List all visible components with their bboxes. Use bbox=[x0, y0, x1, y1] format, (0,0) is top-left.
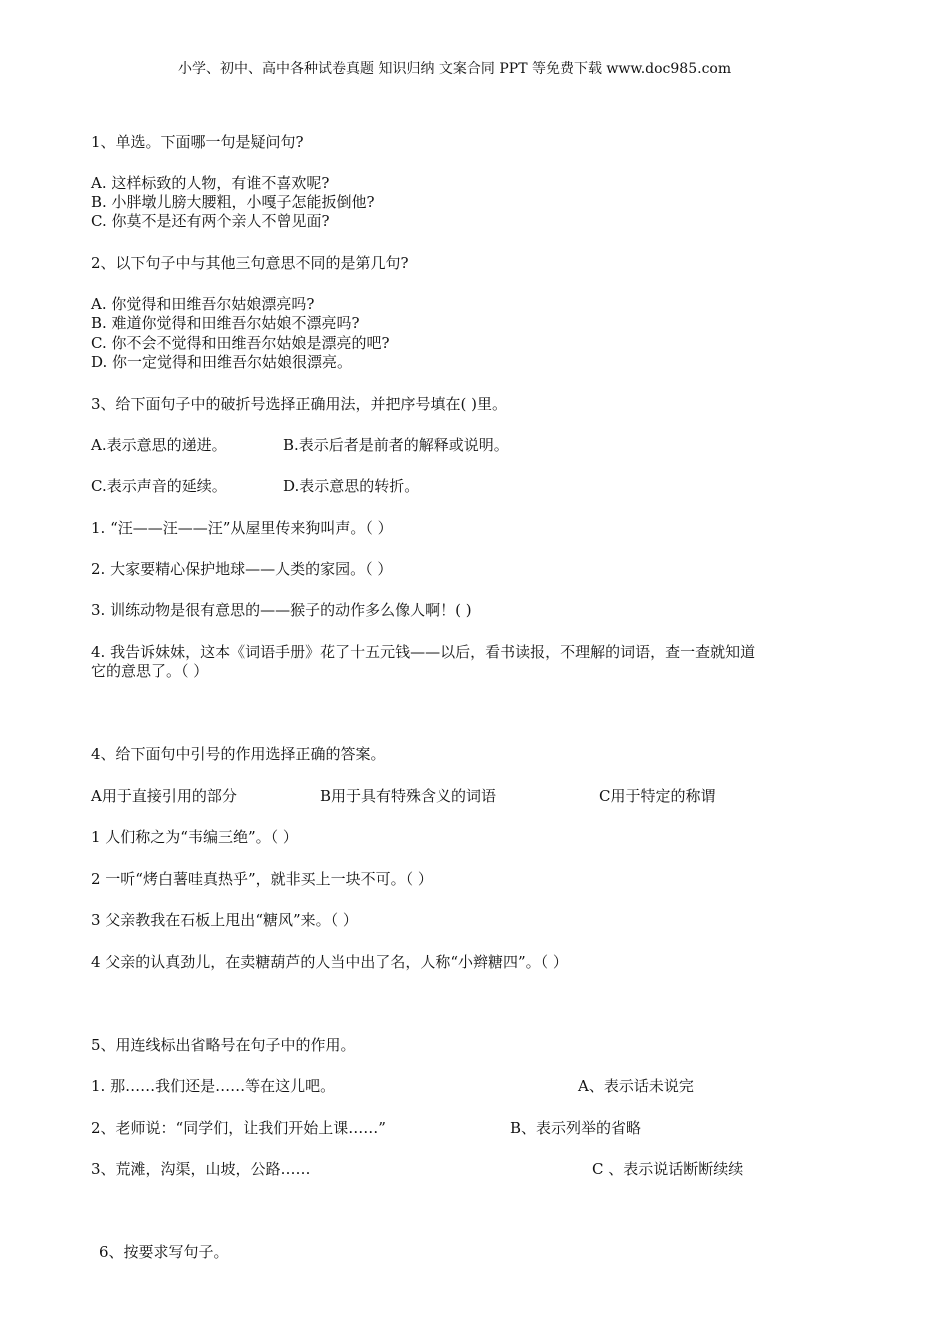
q4-item-2: 2 一听“烤白薯哇真热乎”，就非买上一块不可。（ ） bbox=[91, 870, 433, 888]
q5-right-a: A、表示话未说完 bbox=[578, 1077, 694, 1095]
q3-item-4-continued: 它的意思了。（ ） bbox=[91, 662, 209, 680]
q4-choice-a: A用于直接引用的部分 bbox=[91, 787, 237, 805]
page-header: 小学、初中、高中各种试卷真题 知识归纳 文案合同 PPT 等免费下载 www.doc985.com bbox=[178, 61, 732, 77]
q4-choice-b: B用于具有特殊含义的词语 bbox=[320, 787, 497, 805]
q3-item-4: 4. 我告诉妹妹，这本《词语手册》花了十五元钱——以后，看书读报，不理解的词语，查一查就知道 bbox=[91, 643, 756, 661]
q3-item-3: 3. 训练动物是很有意思的——猴子的动作多么像人啊！( ) bbox=[91, 601, 472, 619]
q3-item-2: 2. 大家要精心保护地球——人类的家园。（ ） bbox=[91, 560, 393, 578]
q4-item-1: 1 人们称之为“韦编三绝”。（ ） bbox=[91, 828, 298, 846]
q1-option-c: C. 你莫不是还有两个亲人不曾见面? bbox=[91, 212, 330, 230]
q5-right-c: C 、表示说话断断续续 bbox=[592, 1160, 744, 1178]
q2-option-b: B. 难道你觉得和田维吾尔姑娘不漂亮吗? bbox=[91, 314, 360, 332]
q5-title: 5、用连线标出省略号在句子中的作用。 bbox=[91, 1036, 356, 1054]
q3-choice-d: D.表示意思的转折。 bbox=[283, 477, 420, 495]
q1-option-a: A. 这样标致的人物，有谁不喜欢呢? bbox=[91, 174, 330, 192]
q2-option-c: C. 你不会不觉得和田维吾尔姑娘是漂亮的吧? bbox=[91, 334, 390, 352]
q5-left-3: 3、荒滩，沟渠，山坡，公路…… bbox=[91, 1160, 311, 1178]
q1-option-b: B. 小胖墩儿膀大腰粗，小嘎子怎能扳倒他? bbox=[91, 193, 375, 211]
q3-item-1: 1. “汪——汪——汪”从屋里传来狗叫声。（ ） bbox=[91, 519, 393, 537]
q2-option-d: D. 你一定觉得和田维吾尔姑娘很漂亮。 bbox=[91, 353, 353, 371]
q1-title: 1、单选。下面哪一句是疑问句? bbox=[91, 133, 304, 151]
q4-item-3: 3 父亲教我在石板上甩出“糖风”来。（ ） bbox=[91, 911, 358, 929]
q3-choice-c: C.表示声音的延续。 bbox=[91, 477, 227, 495]
q4-choice-c: C用于特定的称谓 bbox=[599, 787, 716, 805]
q4-item-4: 4 父亲的认真劲儿，在卖糖葫芦的人当中出了名，人称“小辫糖四”。（ ） bbox=[91, 953, 568, 971]
q3-choice-a: A.表示意思的递进。 bbox=[91, 436, 227, 454]
q2-title: 2、以下句子中与其他三句意思不同的是第几句? bbox=[91, 254, 409, 272]
q5-left-2: 2、老师说：“同学们，让我们开始上课……” bbox=[91, 1119, 386, 1137]
q4-title: 4、给下面句中引号的作用选择正确的答案。 bbox=[91, 745, 386, 763]
q3-title: 3、给下面句子中的破折号选择正确用法，并把序号填在( )里。 bbox=[91, 395, 508, 413]
q5-right-b: B、表示列举的省略 bbox=[510, 1119, 642, 1137]
q6-title: 6、按要求写句子。 bbox=[99, 1243, 229, 1261]
q2-option-a: A. 你觉得和田维吾尔姑娘漂亮吗? bbox=[91, 295, 315, 313]
q3-choice-b: B.表示后者是前者的解释或说明。 bbox=[283, 436, 509, 454]
q5-left-1: 1. 那……我们还是……等在这儿吧。 bbox=[91, 1077, 336, 1095]
